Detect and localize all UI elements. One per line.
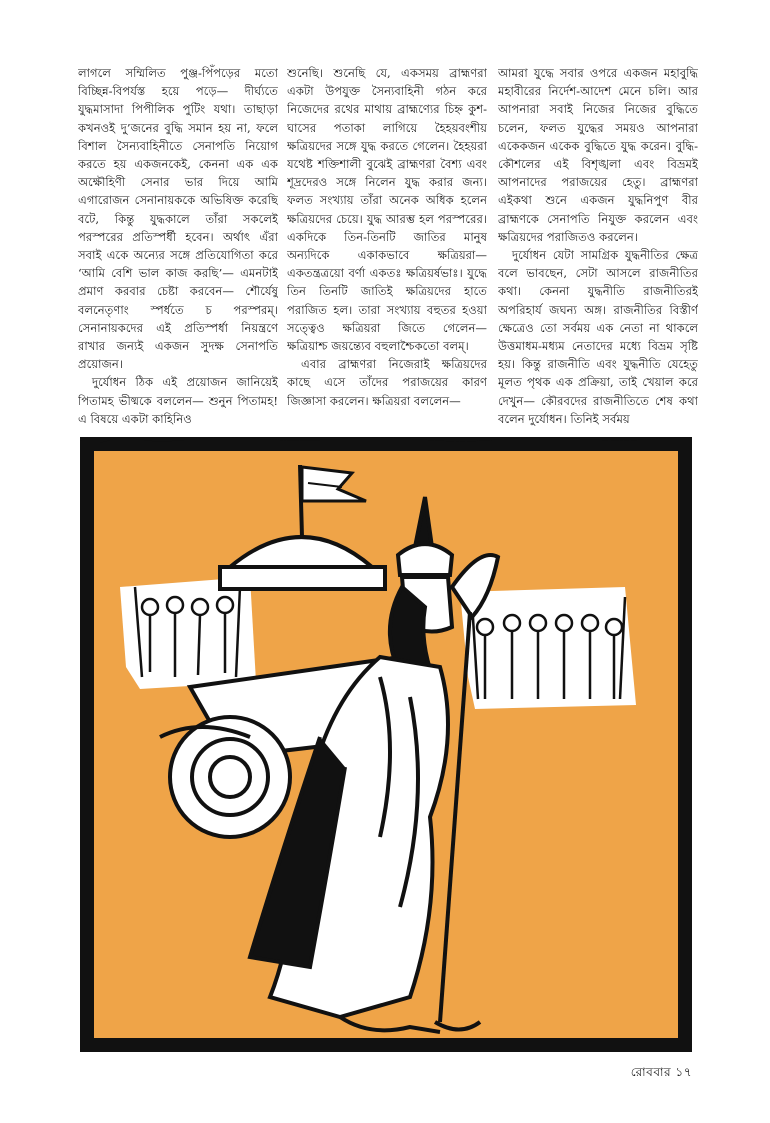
paragraph: এবার ব্রাহ্মণরা নিজেরাই ক্ষত্রিয়দের কাছে এসে তাঁদের পরাজয়ের কারণ জিজ্ঞাসা করলেন। ক্ষত্রিয়রা বললেন—: [287, 357, 487, 408]
page-folio: রোববার ১৭: [630, 1065, 692, 1079]
text-column-2: [287, 64, 487, 434]
text-column-1: [78, 64, 278, 434]
illustration-canvas: [80, 437, 692, 1052]
paragraph: লাগলে সম্মিলিত পুঞ্জ-পিঁপড়ের মতো বিচ্ছিন্ন-বিপর্যস্ত হয়ে পড়ে— দীর্ঘ্যতে যুদ্ধমাসাদা পিপীলিক পুটিং যথা। তাছাড়া কখনওই দু’জনের বুদ্ধি সমান হয় না, ফলে বিশাল সৈন্যবাহিনীতে সেনাপতি নিয়োগ করতে হয় একজনকেই, কেননা এক এক অক্ষৌহিণী সেনার ভার দিয়ে আমি এগারোজন সেনানায়ককে অভিষিক্ত করেছি বটে, কিন্তু যুদ্ধকালে তাঁরা সকলেই পরস্পরের প্রতিস্পর্ধী হবেন। অর্থাৎ এঁরা সবাই একে অন্যের সঙ্গে প্রতিযোগিতা করে ‘আমি বেশি ভাল কাজ করছি’— এমনটাই প্রমাণ করবার চেষ্টা করবেন— শৌর্যেষু বলনেতৃণাং স্পর্ধতে চ পরস্পরম্। সেনানায়কদের এই প্রতিস্পর্ধা নিয়ন্ত্রণে রাখার জন্যই একজন সুদক্ষ সেনাপতি প্রয়োজন।: [78, 66, 278, 372]
text-column-3: [498, 64, 698, 434]
illustration: [80, 437, 692, 1052]
left-soldiers: [120, 577, 256, 689]
paragraph: আমরা যুদ্ধে সবার ওপরে একজন মহাবুদ্ধি মহাবীরের নির্দেশ-আদেশ মেনে চলি। আর আপনারা সবাই নিজের নিজের বুদ্ধিতে চলেন, ফলত যুদ্ধের সময়ও আপনারা একেকজন একেক বুদ্ধিতে যুদ্ধ করেন। বুদ্ধি-কৌশলের এই বিশৃঙ্খলা এবং বিভ্রমই আপনাদের পরাজয়ের হেতু। ব্রাহ্মণরা এইকথা শুনে একজন যুদ্ধনিপুণ বীর ব্রাহ্মণকে সেনাপতি নিযুক্ত করলেন এবং ক্ষত্রিয়দের পরাজিতও করলেন।: [498, 66, 698, 244]
right-soldiers: [460, 587, 636, 709]
paragraph: দুর্যোধন যেটা সামগ্রিক যুদ্ধনীতির ক্ষেত্র বলে ভাবছেন, সেটা আসলে রাজনীতির কথা। কেননা যুদ্ধনীতি রাজনীতিরই অপরিহার্য জঘন্য অঙ্গ। রাজনীতির বিস্তীর্ণ ক্ষেত্রেও তো সর্বময় এক নেতা না থাকলে উত্তমাধম-মধ্যম নেতাদের মধ্যে বিভ্রম সৃষ্টি হয়। কিন্তু রাজনীতি এবং যুদ্ধনীতি যেহেতু মূলত পৃথক এক প্রক্রিয়া, তাই খেয়াল করে দেখুন— কৌরবদের রাজনীতিতে শেষ কথা বলেন দুর্যোধন। তিনিই সর্বময়: [498, 248, 698, 426]
paragraph: শুনেছি। শুনেছি যে, একসময় ব্রাহ্মণরা একটা উপযুক্ত সৈন্যবাহিনী গঠন করে নিজেদের রথের মাথায় ব্রাহ্মণ্যের চিহ্ন কুশ-ঘাসের পতাকা লাগিয়ে হৈহয়বংশীয় ক্ষত্রিয়দের সঙ্গে যুদ্ধ করতে গেলেন। হৈহয়রা যথেষ্ট শক্তিশালী বুঝেই ব্রাহ্মণরা বৈশ্য এবং শূদ্রদেরও সঙ্গে নিলেন যুদ্ধ করার জন্য। ফলত সংখ্যায় তাঁরা অনেক অধিক হলেন ক্ষত্রিয়দের চেয়ে। যুদ্ধ আরম্ভ হল পরস্পরের। একদিকে তিন-তিনটি জাতির মানুষ অন্যদিকে একাকভাবে ক্ষত্রিয়রা— একতন্ত্রত্রয়ো বর্ণা একতঃ ক্ষত্রিয়র্ষভাঃ। যুদ্ধে তিন তিনটি জাতিই ক্ষত্রিয়দের হাতে পরাজিত হল। তারা সংখ্যায় বহুতর হওয়া সত্ত্বেও ক্ষত্রিয়রা জিতে গেলেন— ক্ষত্রিয়াশ্চ জয়ন্ত্যেব বহুলাশ্চৈকতো বলম্।: [287, 66, 487, 354]
paragraph: দুর্যোধন ঠিক এই প্রয়োজন জানিয়েই পিতামহ ভীষ্মকে বললেন— শুনুন পিতামহ! এ বিষয়ে একটা কাহিনিও: [78, 375, 278, 426]
